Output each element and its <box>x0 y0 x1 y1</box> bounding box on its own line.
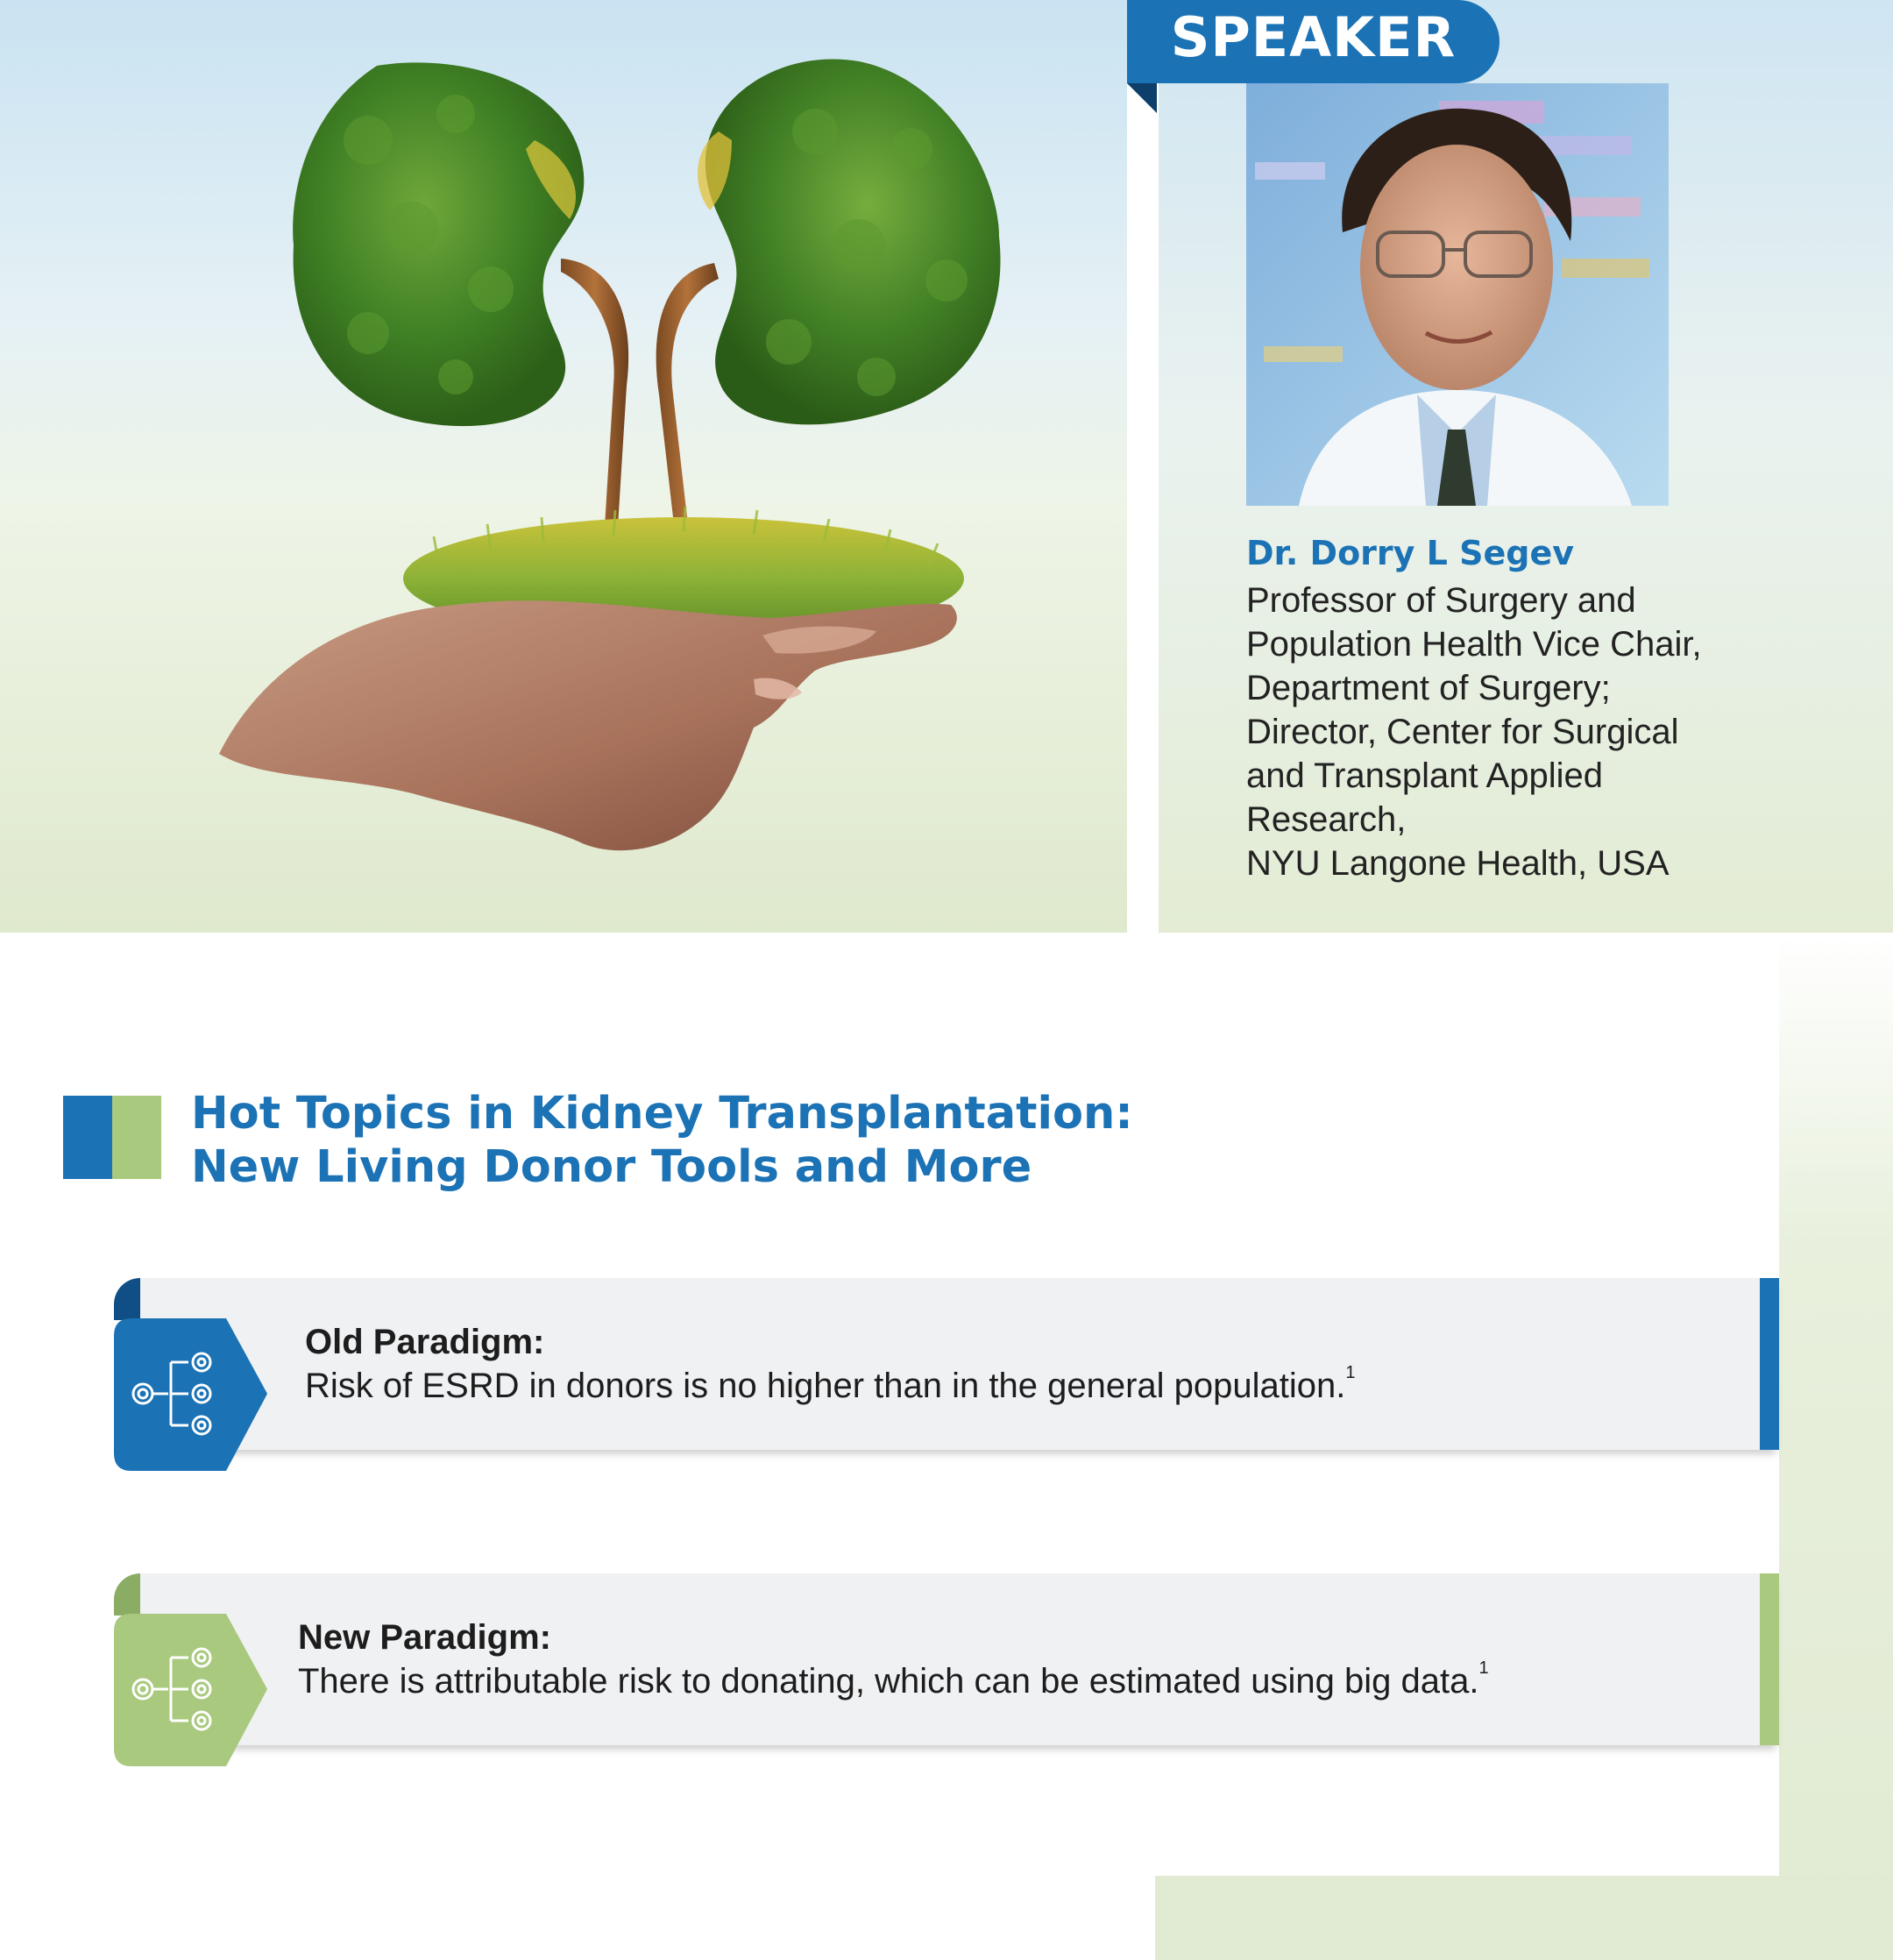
paradigm-description <box>298 1659 1489 1703</box>
card-text <box>298 1616 1489 1703</box>
background-block <box>1155 1876 1893 1960</box>
speaker-bio-line: NYU Langone Health, USA <box>1246 844 1670 883</box>
paradigm-heading: Old Paradigm: <box>305 1323 545 1361</box>
speaker-photo <box>1246 83 1669 506</box>
speaker-bio-line: Professor of Surgery and <box>1246 581 1636 620</box>
card-accent-bar <box>1760 1573 1779 1745</box>
speaker-name: Dr. Dorry L Segev <box>1246 534 1574 572</box>
speaker-bio <box>1246 579 1702 885</box>
paradigm-heading: New Paradigm: <box>298 1618 551 1657</box>
reference-marker: 1 <box>1345 1363 1356 1382</box>
kidney-tree-illustration <box>0 0 1127 933</box>
page-title-line: New Living Donor Tools and More <box>191 1141 1032 1193</box>
new-paradigm-card <box>114 1573 1779 1766</box>
speaker-bio-line: Research, <box>1246 800 1407 839</box>
hierarchy-icon <box>114 1278 272 1471</box>
speaker-bio-line: Department of Surgery; <box>1246 669 1611 707</box>
speaker-bio-line: Director, Center for Surgical <box>1246 713 1679 751</box>
paradigm-description <box>305 1364 1356 1408</box>
speaker-tab: SPEAKER <box>1127 0 1500 83</box>
card-accent-bar <box>1760 1278 1779 1450</box>
card-text <box>305 1320 1356 1408</box>
old-paradigm-card <box>114 1278 1779 1471</box>
paradigm-text: Risk of ESRD in donors is no higher than in the general population. <box>305 1367 1346 1405</box>
page-title <box>191 1087 1133 1194</box>
hero-illustration <box>0 0 1127 933</box>
speaker-tab-fold <box>1127 83 1157 113</box>
page-title-line: Hot Topics in Kidney Transplantation: <box>191 1088 1133 1140</box>
heading-marker-green <box>112 1096 161 1179</box>
paradigm-text: There is attributable risk to donating, which can be estimated using big data. <box>298 1662 1479 1701</box>
heading-marker-blue <box>63 1096 112 1179</box>
reference-marker: 1 <box>1478 1658 1489 1678</box>
speaker-bio-line: and Transplant Applied <box>1246 756 1603 795</box>
speaker-portrait <box>1246 83 1669 506</box>
speaker-bio-line: Population Health Vice Chair, <box>1246 625 1702 664</box>
hierarchy-icon <box>114 1573 272 1766</box>
background-strip <box>1779 933 1893 1960</box>
